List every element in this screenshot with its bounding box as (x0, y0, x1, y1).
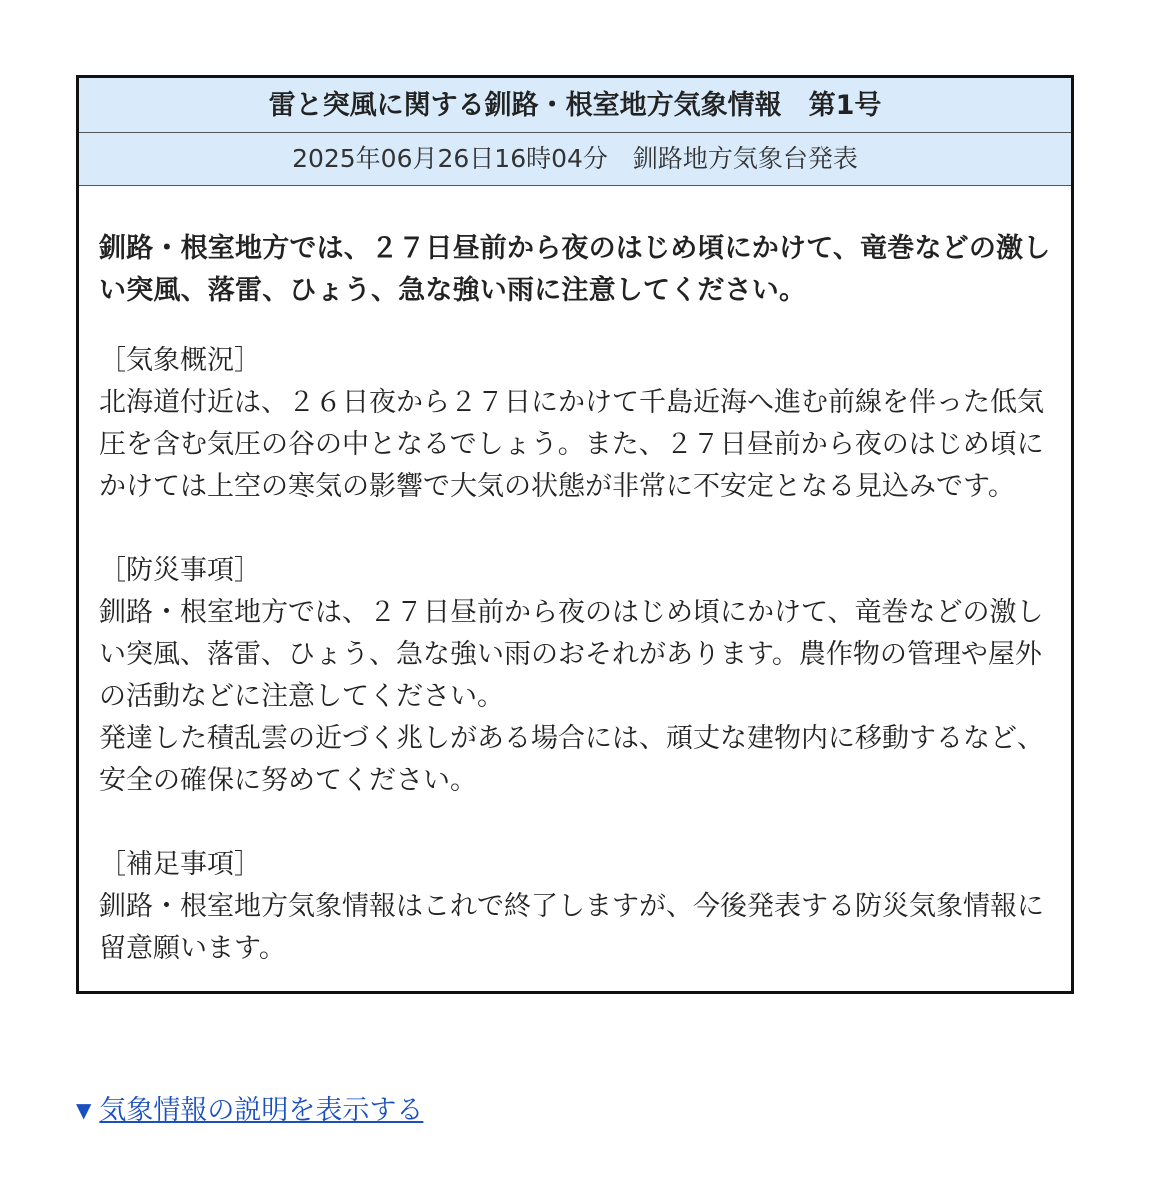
info-title: 雷と突風に関する釧路・根室地方気象情報 第1号 (79, 78, 1071, 133)
info-body (79, 186, 1071, 991)
section-title: ［気象概況］ (99, 345, 261, 376)
section-disaster-prevention (99, 550, 1051, 802)
section-title: ［防災事項］ (99, 555, 261, 586)
section-paragraph: 北海道付近は、２６日夜から２７日にかけて千島近海へ進む前線を伴った低気圧を含む気圧の谷の中となるでしょう。また、２７日昼前から夜のはじめ頃にかけては上空の寒気の影響で大気の状態が非常に不安定となる見込みです。 (99, 387, 1044, 502)
section-supplement (99, 844, 1051, 970)
show-explanation-label: 気象情報の説明を表示する (99, 1095, 424, 1126)
section-paragraph: 発達した積乱雲の近づく兆しがある場合には、頑丈な建物内に移動するなど、安全の確保に努めてください。 (99, 723, 1044, 796)
info-issued: 2025年06月26日16時04分 釧路地方気象台発表 (79, 133, 1071, 186)
show-explanation-link[interactable] (76, 1090, 423, 1131)
section-title: ［補足事項］ (99, 849, 261, 880)
triangle-down-icon: ▼ (76, 1098, 92, 1122)
section-paragraph: 釧路・根室地方では、２７日昼前から夜のはじめ頃にかけて、竜巻などの激しい突風、落雷、ひょう、急な強い雨のおそれがあります。農作物の管理や屋外の活動などに注意してください。 (99, 597, 1044, 712)
weather-info-box (76, 75, 1074, 994)
section-paragraph: 釧路・根室地方気象情報はこれで終了しますが、今後発表する防災気象情報に留意願います。 (99, 891, 1044, 964)
section-overview (99, 340, 1051, 508)
info-headline: 釧路・根室地方では、２７日昼前から夜のはじめ頃にかけて、竜巻などの激しい突風、落雷、ひょう、急な強い雨に注意してください。 (99, 233, 1051, 306)
